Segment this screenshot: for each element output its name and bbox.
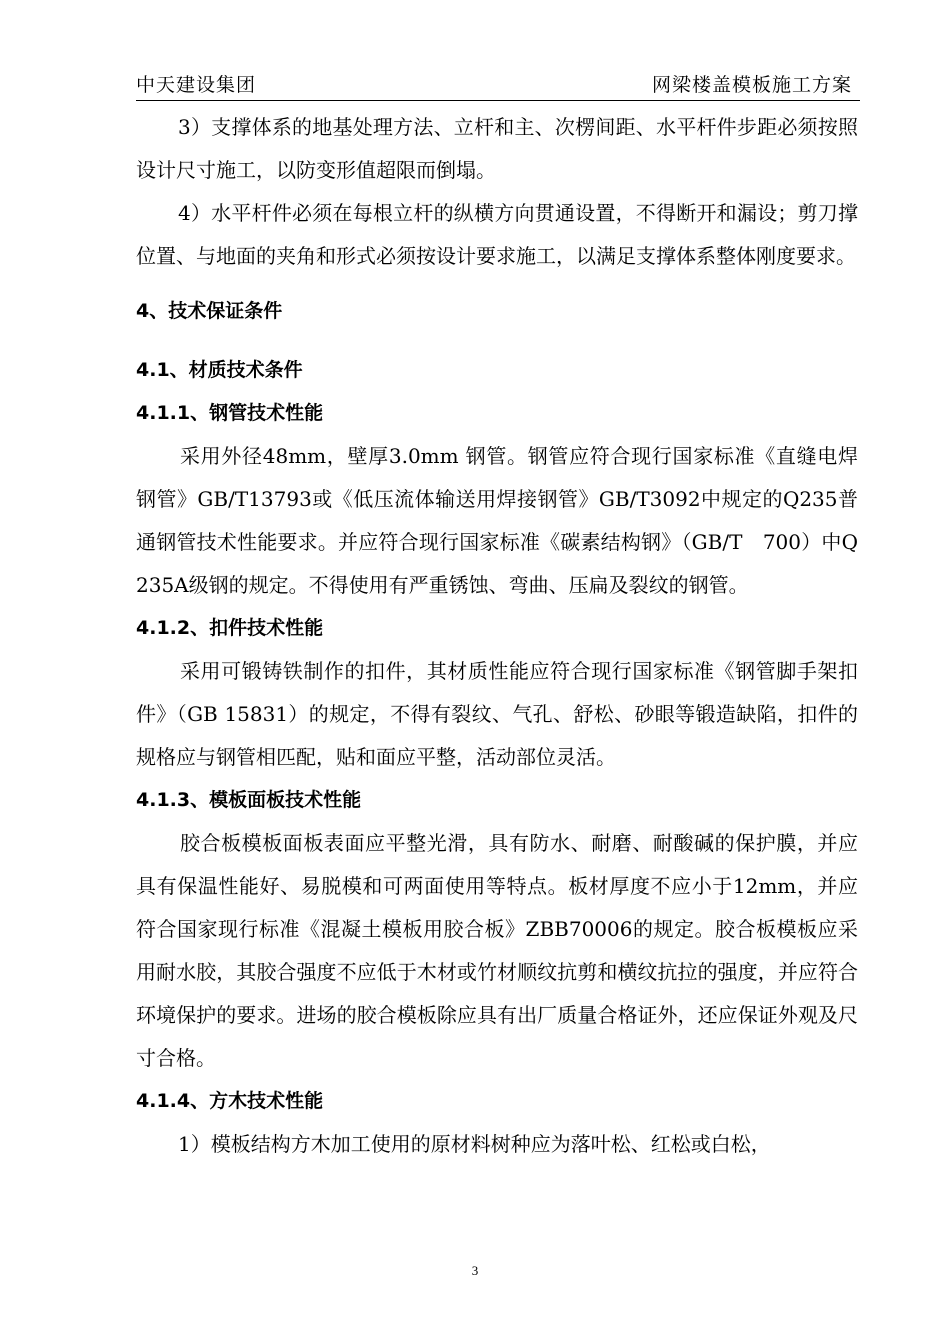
- section-heading-4-1: 4.1、材质技术条件: [136, 359, 303, 381]
- page-number: 3: [471, 1263, 479, 1278]
- paragraph-item-3: 3）支撑体系的地基处理方法、立杆和主、次楞间距、水平杆件步距必须按照设计尺寸施工，以防变形值超限而倒塌。: [136, 115, 858, 182]
- paragraph-fastener: 采用可锻铸铁制作的扣件，其材质性能应符合现行国家标准《钢管脚手架扣件》（GB 15831）的规定，不得有裂纹、气孔、舒松、砂眼等锻造缺陷，扣件的规格应与钢管相匹配，贴和面应平整，活动部位灵活。: [136, 659, 858, 769]
- section-heading-4: 4、技术保证条件: [136, 300, 283, 322]
- section-heading-4-1-4: 4.1.4、方木技术性能: [136, 1090, 324, 1112]
- section-heading-4-1-2: 4.1.2、扣件技术性能: [136, 617, 324, 639]
- section-heading-4-1-1: 4.1.1、钢管技术性能: [136, 402, 324, 424]
- paragraph-item-4: 4）水平杆件必须在每根立杆的纵横方向贯通设置，不得断开和漏设；剪刀撑位置、与地面的夹角和形式必须按设计要求施工，以满足支撑体系整体刚度要求。: [136, 201, 858, 268]
- header-document-title: 网梁楼盖模板施工方案: [651, 74, 852, 96]
- paragraph-formwork-panel: 胶合板模板面板表面应平整光滑，具有防水、耐磨、耐酸碱的保护膜，并应具有保温性能好、易脱模和可两面使用等特点。板材厚度不应小于12mm，并应符合国家现行标准《混凝土模板用胶合板》ZBB70006的规定。胶合板模板应采用耐水胶，其胶合强度不应低于木材或竹材顺纹抗剪和横纹抗拉的强度，并应符合环境保护的要求。进场的胶合模板除应具有出厂质量合格证外，还应保证外观及尺寸合格。: [136, 831, 858, 1070]
- section-heading-4-1-3: 4.1.3、模板面板技术性能: [136, 789, 362, 811]
- paragraph-steel-pipe: 采用外径48mm，壁厚3.0mm 钢管。钢管应符合现行国家标准《直缝电焊钢管》GB/T13793或《低压流体输送用焊接钢管》GB/T3092中规定的Q235普通钢管技术性能要求。并应符合现行国家标准《碳素结构钢》（GB/T 700）中Q235A级钢的规定。不得使用有严重锈蚀、弯曲、压扁及裂纹的钢管。: [136, 444, 858, 597]
- page-header: [136, 68, 860, 101]
- document-body: [136, 106, 858, 1166]
- header-company: 中天建设集团: [136, 74, 257, 96]
- paragraph-timber: 1）模板结构方木加工使用的原材料树种应为落叶松、红松或白松，: [178, 1132, 771, 1156]
